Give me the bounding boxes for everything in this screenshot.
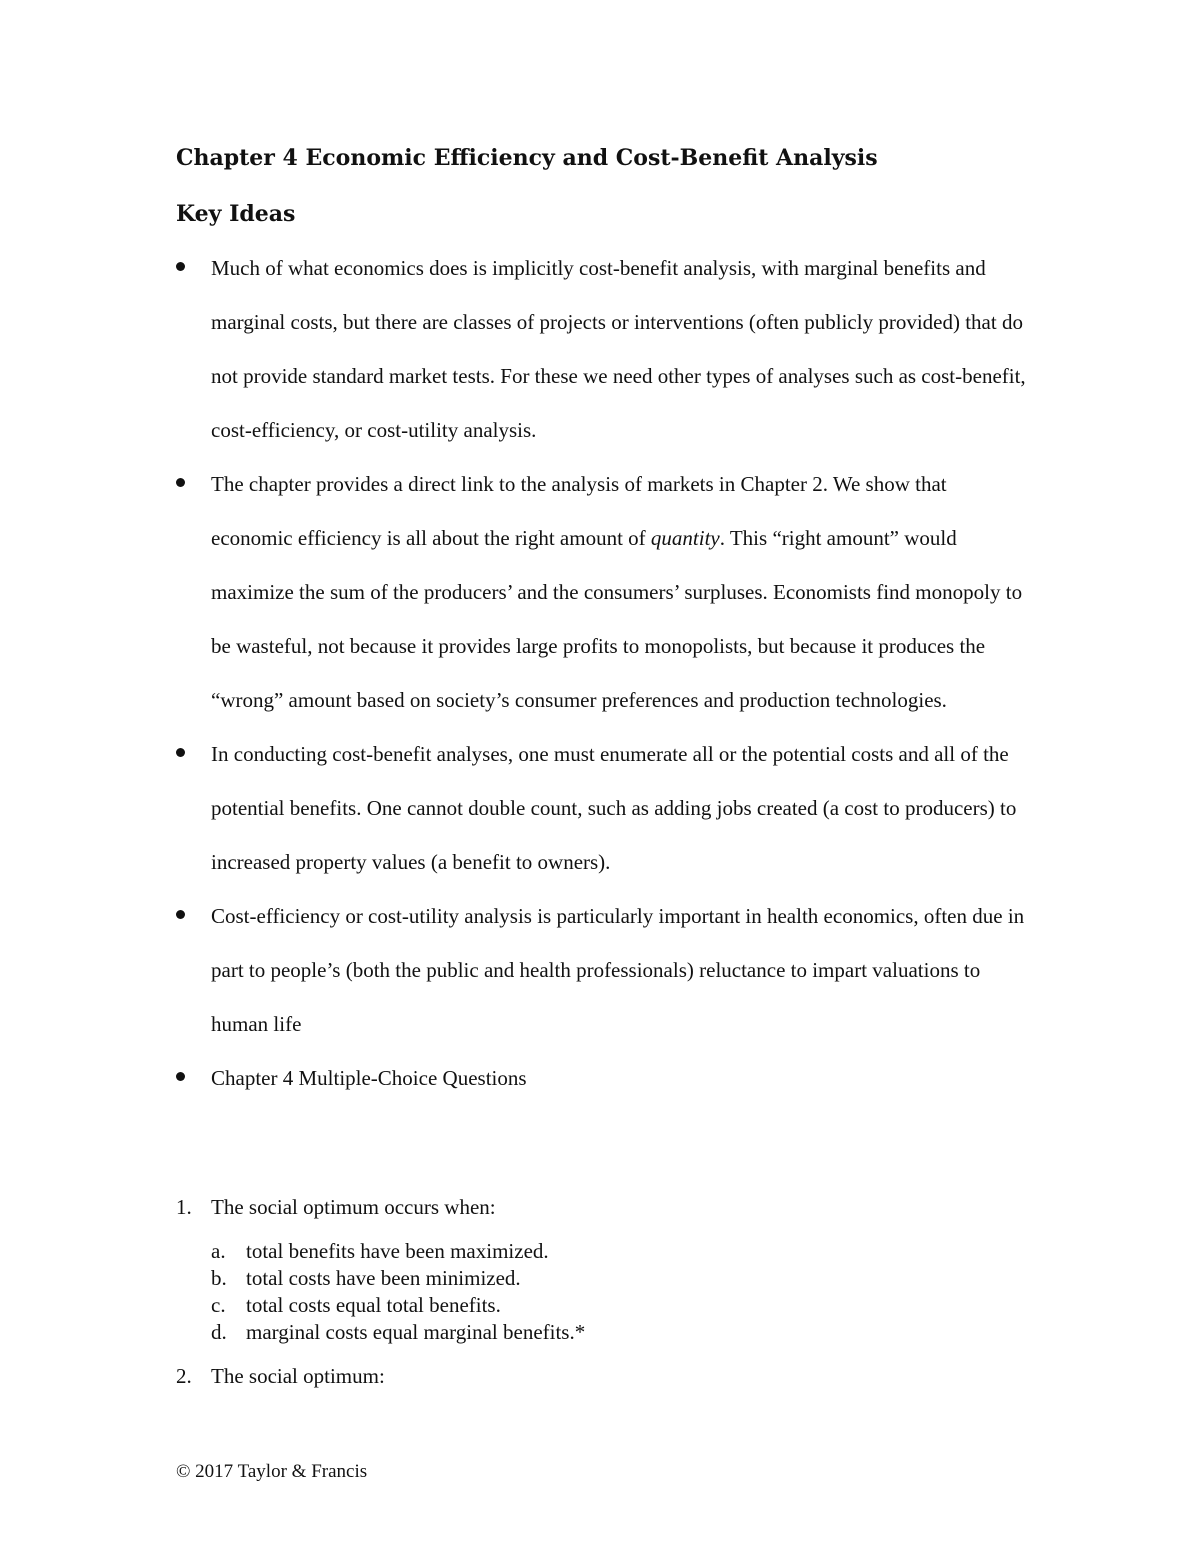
key-idea-emphasis: quantity: [650, 526, 720, 550]
answer-option: [211, 1238, 1026, 1265]
key-idea-text: Cost-efficiency or cost-utility analysis is particularly important in health economics, often due in part to people’s (both the public and health professionals) reluctance to impart valuations to human life: [211, 904, 1025, 1036]
option-letter: a.: [211, 1239, 226, 1263]
multiple-choice-section: [176, 1189, 1026, 1394]
bullet-icon: [176, 748, 185, 757]
option-text: total costs have been minimized.: [246, 1266, 521, 1290]
key-idea-text: In conducting cost-benefit analyses, one must enumerate all or the potential costs and all of the potential benefits. One cannot double count, such as adding jobs created (a cost to producers) to increased property values (a benefit to owners).: [211, 742, 1017, 874]
copyright-footer: © 2017 Taylor & Francis: [176, 1461, 368, 1482]
key-ideas-list: [176, 241, 1026, 1105]
answer-options: [211, 1238, 1026, 1346]
option-letter: c.: [211, 1293, 226, 1317]
bullet-icon: [176, 1072, 185, 1081]
option-text: total costs equal total benefits.: [246, 1293, 501, 1317]
key-idea-item: [176, 1051, 1026, 1105]
question-1: [176, 1189, 1026, 1346]
key-idea-text-after: . This “right amount” would maximize the sum of the producers’ and the consumers’ surpluses. Economists find monopoly to be wasteful, not because it provides large profits to monopolists, but because it produces the “wrong” amount based on society’s consumer preferences and production technologies.: [211, 526, 1023, 712]
question-text: The social optimum occurs when:: [211, 1195, 496, 1219]
key-idea-item: [176, 457, 1026, 727]
chapter-title: Chapter 4 Economic Efficiency and Cost-Benefit Analysis: [176, 145, 878, 171]
option-letter: b.: [211, 1266, 227, 1290]
bullet-icon: [176, 910, 185, 919]
bullet-icon: [176, 262, 185, 271]
bullet-icon: [176, 478, 185, 487]
option-letter: d.: [211, 1320, 227, 1344]
question-2: [176, 1358, 1026, 1394]
key-idea-item: [176, 889, 1026, 1051]
section-heading-key-ideas: Key Ideas: [176, 201, 296, 227]
question-text: The social optimum:: [211, 1364, 385, 1388]
question-number: 1.: [176, 1195, 192, 1219]
option-text: total benefits have been maximized.: [246, 1239, 549, 1263]
answer-option: [211, 1292, 1026, 1319]
question-number: 2.: [176, 1364, 192, 1388]
key-idea-text: Chapter 4 Multiple-Choice Questions: [211, 1066, 527, 1090]
answer-option: [211, 1319, 1026, 1346]
key-idea-item: [176, 241, 1026, 457]
key-idea-item: [176, 727, 1026, 889]
key-idea-text-before: The chapter provides a direct link to the analysis of markets in Chapter 2. We show that economic efficiency is all about the right amount of: [211, 472, 947, 550]
key-idea-text: Much of what economics does is implicitly cost-benefit analysis, with marginal benefits and marginal costs, but there are classes of projects or interventions (often publicly provided) that do not provide standard market tests. For these we need other types of analyses such as cost-benefit, cost-efficiency, or cost-utility analysis.: [211, 256, 1026, 442]
option-text: marginal costs equal marginal benefits.*: [246, 1320, 586, 1344]
answer-option: [211, 1265, 1026, 1292]
